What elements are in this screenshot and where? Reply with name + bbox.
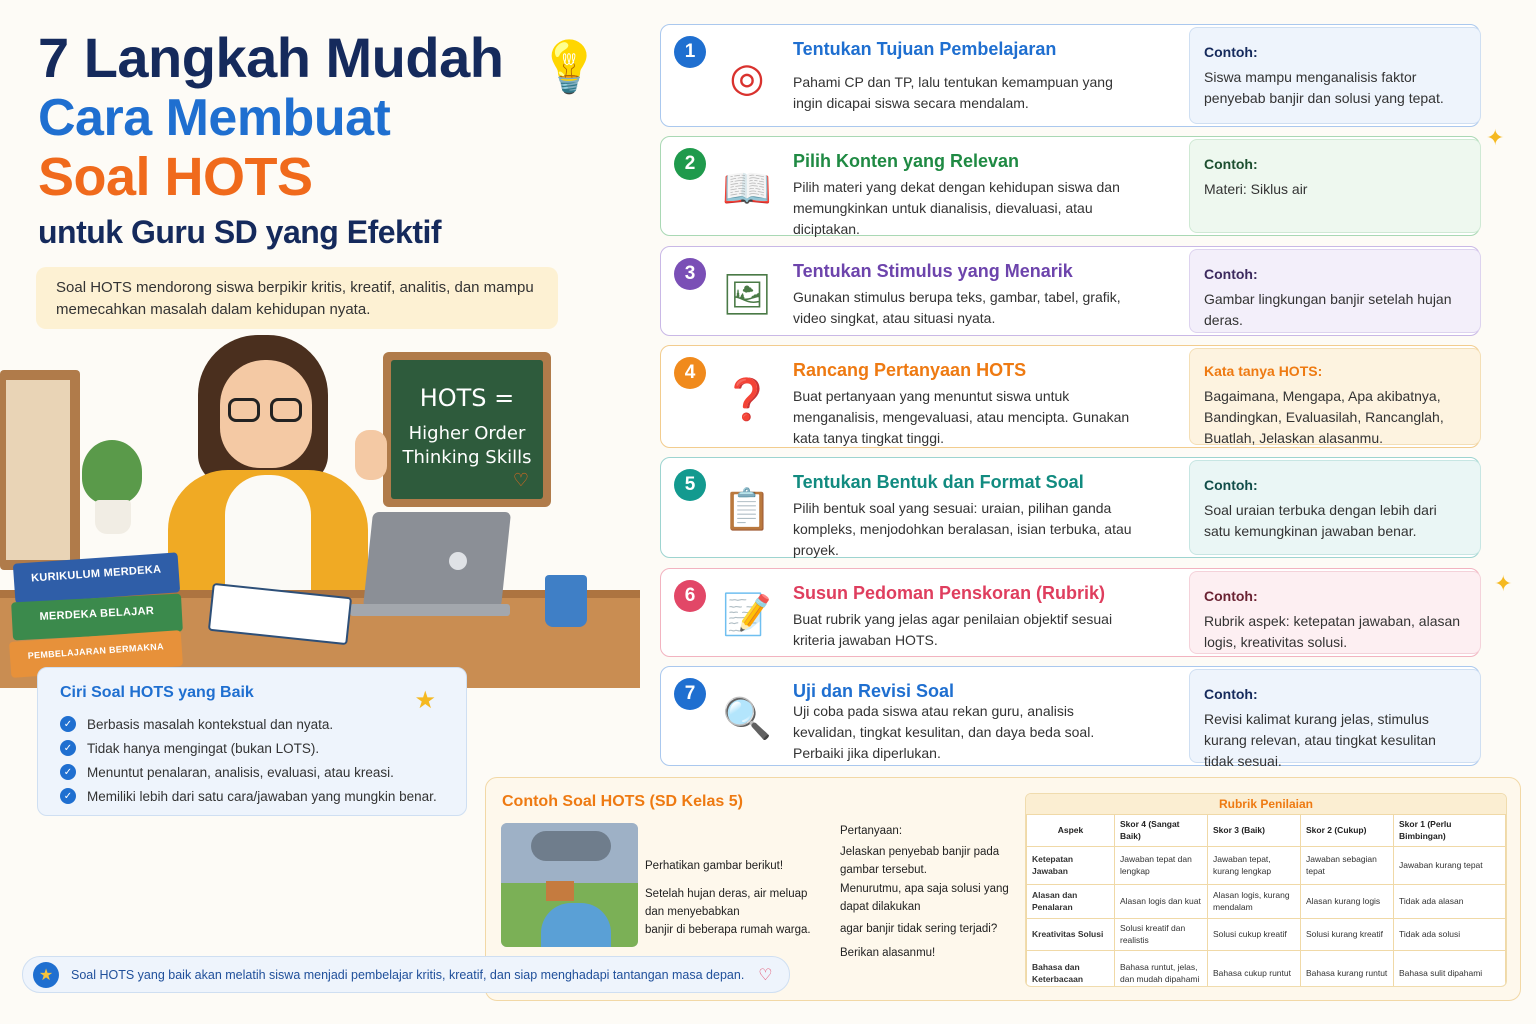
step-desc: Pahami CP dan TP, lalu tentukan kemampuan yang ingin dicapai siswa secara mendalam. [793, 74, 1113, 111]
context-line-3: banjir di beberapa rumah warga. [645, 924, 811, 936]
step-title: Rancang Pertanyaan HOTS [793, 360, 1027, 380]
step-example [1189, 571, 1481, 654]
title-line-3: Soal HOTS [38, 147, 313, 207]
question-label: Pertanyaan: [840, 825, 903, 837]
example-text: Revisi kalimat kurang jelas, stimulus kurang relevan, atau tingkat kesulitan tidak sesuai. [1204, 711, 1436, 769]
ciri-box [37, 667, 467, 816]
book-merdeka-belajar: MERDEKA BELAJAR [11, 594, 183, 641]
question-4: Berikan alasanmu! [840, 947, 936, 959]
step-5 [660, 457, 1480, 558]
example-text: Gambar lingkungan banjir setelah hujan deras. [1204, 291, 1452, 328]
house-icon [546, 881, 574, 901]
check-icon: ✓ [60, 716, 76, 732]
step-2 [660, 136, 1480, 236]
rubric-cell: Alasan logis dan kuat [1115, 884, 1208, 918]
example-text: Rubrik aspek: ketepatan jawaban, alasan logis, kreativitas solusi. [1204, 613, 1461, 650]
step-1 [660, 24, 1480, 127]
step-desc: Pilih materi yang dekat dengan kehidupan siswa dan memungkinkan untuk dianalisis, dievaluasi, atau diciptakan. [793, 179, 1120, 237]
ciri-title: Ciri Soal HOTS yang Baik [60, 684, 254, 701]
river-water [541, 903, 611, 947]
footer-note [22, 956, 790, 993]
rubric-cell: Bahasa kurang runtut [1301, 950, 1394, 987]
rubric-aspect: Alasan dan Penalaran [1027, 884, 1115, 918]
rubric-title: Rubrik Penilaian [1026, 794, 1506, 814]
clipboard-checklist-icon: 📋 [722, 486, 772, 533]
ciri-item: ✓ Berbasis masalah kontekstual dan nyata. [60, 712, 444, 736]
example-label: Contoh: [1204, 156, 1258, 172]
heart-icon: ♡ [758, 965, 773, 984]
rubric-aspect: Ketepatan Jawaban [1027, 846, 1115, 884]
step-number: 5 [674, 469, 706, 501]
step-example [1189, 249, 1481, 333]
example-label: Contoh: [1204, 686, 1258, 702]
rubric-cell: Jawaban tepat dan lengkap [1115, 846, 1208, 884]
check-icon: ✓ [60, 740, 76, 756]
rubric-header: Skor 4 (Sangat Baik) [1115, 815, 1208, 847]
teacher-shirt [225, 475, 311, 590]
example-text: Bagaimana, Mengapa, Apa akibatnya, Bandingkan, Evaluasilah, Rancanglah, Buatlah, Jelaskan alasanmu. [1204, 388, 1444, 446]
picture-icon: 🖼 [721, 271, 773, 318]
open-book-icon: 📖 [722, 165, 772, 212]
clipboard-star-icon: 📝 [722, 591, 772, 638]
step-6 [660, 568, 1480, 657]
example-label: Contoh: [1204, 588, 1258, 604]
step-example [1189, 460, 1481, 555]
step-title: Uji dan Revisi Soal [793, 681, 955, 701]
rubric-cell: Bahasa sulit dipahami [1394, 950, 1506, 987]
check-icon: ✓ [60, 788, 76, 804]
laptop-logo [449, 552, 467, 570]
rubric-cell: Jawaban tepat, kurang lengkap [1208, 846, 1301, 884]
question-2: Menurutmu, apa saja solusi yang dapat dilakukan [840, 883, 1009, 913]
book-pembelajaran-bermakna: PEMBELAJARAN BERMAKNA [9, 630, 183, 678]
rubric-table [1025, 793, 1507, 987]
rubric-cell: Jawaban sebagian tepat [1301, 846, 1394, 884]
step-desc: Pilih bentuk soal yang sesuai: uraian, pilihan ganda kompleks, menjodohkan beralasan, isian terbuka, atau proyek. [793, 500, 1132, 558]
title-block [38, 26, 558, 250]
step-desc: Uji coba pada siswa atau rekan guru, analisis kevalidan, tingkat kesulitan, dan daya beda soal. Perbaiki jika diperlukan. [793, 703, 1095, 761]
step-7 [660, 666, 1480, 769]
glasses-left [228, 398, 260, 422]
plant-pot [95, 500, 131, 534]
table-row [1027, 846, 1506, 884]
question-3: agar banjir tidak sering terjadi? [840, 923, 998, 935]
rubric-cell: Solusi kreatif dan realistis [1115, 918, 1208, 950]
ciri-item: ✓ Memiliki lebih dari satu cara/jawaban yang mungkin benar. [60, 784, 444, 808]
laptop-icon [363, 512, 511, 608]
intro-box: Soal HOTS mendorong siswa berpikir kritis, kreatif, analitis, dan mampu memecahkan masalah dalam kehidupan nyata. [36, 267, 558, 329]
example-label: Contoh: [1204, 477, 1258, 493]
step-example [1189, 669, 1481, 769]
rubric-header: Skor 3 (Baik) [1208, 815, 1301, 847]
plant-leaves [82, 440, 142, 504]
rubric-cell: Tidak ada solusi [1394, 918, 1506, 950]
star-badge-icon: ★ [33, 962, 59, 988]
table-row [1027, 884, 1506, 918]
heart-icon: ♡ [512, 470, 529, 491]
rubric-cell: Tidak ada alasan [1394, 884, 1506, 918]
sparkle-icon: ✦ [1486, 126, 1505, 151]
step-title: Pilih Konten yang Relevan [793, 151, 1020, 171]
board-text-2: Higher Order [408, 423, 526, 444]
rubric-cell: Bahasa runtut, jelas, dan mudah dipahami [1115, 950, 1208, 987]
step-number: 3 [674, 258, 706, 290]
teacher-raised-hand [355, 430, 387, 480]
question-1: Jelaskan penyebab banjir pada gambar tersebut. [840, 846, 1000, 876]
step-title: Tentukan Bentuk dan Format Soal [793, 472, 1084, 492]
magnifier-document-icon: 🔍 [722, 695, 772, 742]
rubric-cell: Alasan logis, kurang mendalam [1208, 884, 1301, 918]
rubric-cell: Solusi cukup kreatif [1208, 918, 1301, 950]
step-example [1189, 139, 1481, 233]
step-example [1189, 27, 1481, 124]
table-row [1027, 918, 1506, 950]
rubric-header-row [1027, 815, 1506, 847]
step-3 [660, 246, 1480, 336]
star-icon: ★ [414, 686, 436, 714]
rubric-grid [1026, 814, 1506, 987]
step-title: Tentukan Stimulus yang Menarik [793, 261, 1073, 281]
check-icon: ✓ [60, 764, 76, 780]
rubric-cell: Jawaban kurang tepat [1394, 846, 1506, 884]
title-line-2: Cara Membuat [38, 89, 391, 147]
chalkboard [391, 360, 543, 499]
context-line-2: Setelah hujan deras, air meluap dan menyebabkan [645, 888, 808, 918]
flood-illustration [501, 823, 638, 947]
step-desc: Gunakan stimulus berupa teks, gambar, tabel, grafik, video singkat, atau situasi nyata. [793, 289, 1121, 326]
target-icon: ◎ [729, 55, 765, 101]
laptop-base [350, 604, 510, 616]
pencil-cup-icon [545, 575, 587, 627]
sparkle-icon: ✦ [1494, 572, 1513, 597]
rubric-header: Aspek [1027, 815, 1115, 847]
step-number: 4 [674, 357, 706, 389]
example-label: Contoh: [1204, 266, 1258, 282]
example-label: Contoh: [1204, 44, 1258, 60]
context-line-1: Perhatikan gambar berikut! [645, 860, 784, 872]
bookshelf-inner [6, 380, 70, 560]
rubric-header: Skor 2 (Cukup) [1301, 815, 1394, 847]
rubric-header: Skor 1 (Perlu Bimbingan) [1394, 815, 1506, 847]
ciri-item: ✓ Tidak hanya mengingat (bukan LOTS). [60, 736, 444, 760]
step-number: 7 [674, 678, 706, 710]
example-label: Kata tanya HOTS: [1204, 363, 1323, 379]
ciri-item: ✓ Menuntut penalaran, analisis, evaluasi, atau kreasi. [60, 760, 444, 784]
step-example [1189, 348, 1481, 445]
board-text-3: Thinking Skills [402, 447, 532, 469]
step-title: Susun Pedoman Penskoran (Rubrik) [793, 583, 1106, 603]
rubric-cell: Alasan kurang logis [1301, 884, 1394, 918]
book-kurikulum-merdeka: KURIKULUM MERDEKA [13, 552, 180, 603]
rubric-aspect: Bahasa dan Keterbacaan [1027, 950, 1115, 987]
step-title: Tentukan Tujuan Pembelajaran [793, 39, 1057, 59]
rubric-aspect: Kreativitas Solusi [1027, 918, 1115, 950]
step-4 [660, 345, 1480, 448]
step-number: 1 [674, 36, 706, 68]
cloud-icon [531, 831, 611, 861]
title-line-4: untuk Guru SD yang Efektif [38, 214, 442, 250]
glasses-right [270, 398, 302, 422]
step-desc: Buat rubrik yang jelas agar penilaian objektif sesuai kriteria jawaban HOTS. [793, 611, 1113, 648]
board-text-1: HOTS = [419, 384, 515, 412]
example-text: Siswa mampu menganalisis faktor penyebab banjir dan solusi yang tepat. [1204, 69, 1444, 106]
step-number: 6 [674, 580, 706, 612]
lightbulb-icon: 💡 [538, 38, 601, 96]
example-text: Materi: Siklus air [1204, 181, 1308, 197]
title-line-1: 7 Langkah Mudah [38, 26, 504, 89]
step-desc: Buat pertanyaan yang menuntut siswa untuk menganalisis, mengevaluasi, atau mencipta. Gunakan kata tanya tingkat tinggi. [793, 388, 1130, 446]
table-row [1027, 950, 1506, 987]
step-number: 2 [674, 148, 706, 180]
contoh-title: Contoh Soal HOTS (SD Kelas 5) [502, 793, 743, 810]
rubric-cell: Solusi kurang kreatif [1301, 918, 1394, 950]
example-text: Soal uraian terbuka dengan lebih dari satu kemungkinan jawaban benar. [1204, 502, 1437, 539]
rubric-cell: Bahasa cukup runtut [1208, 950, 1301, 987]
question-bubble-icon: ❓ [722, 376, 772, 423]
footer-text: Soal HOTS yang baik akan melatih siswa menjadi pembelajar kritis, kreatif, dan siap menghadapi tantangan masa depan. [71, 967, 745, 982]
